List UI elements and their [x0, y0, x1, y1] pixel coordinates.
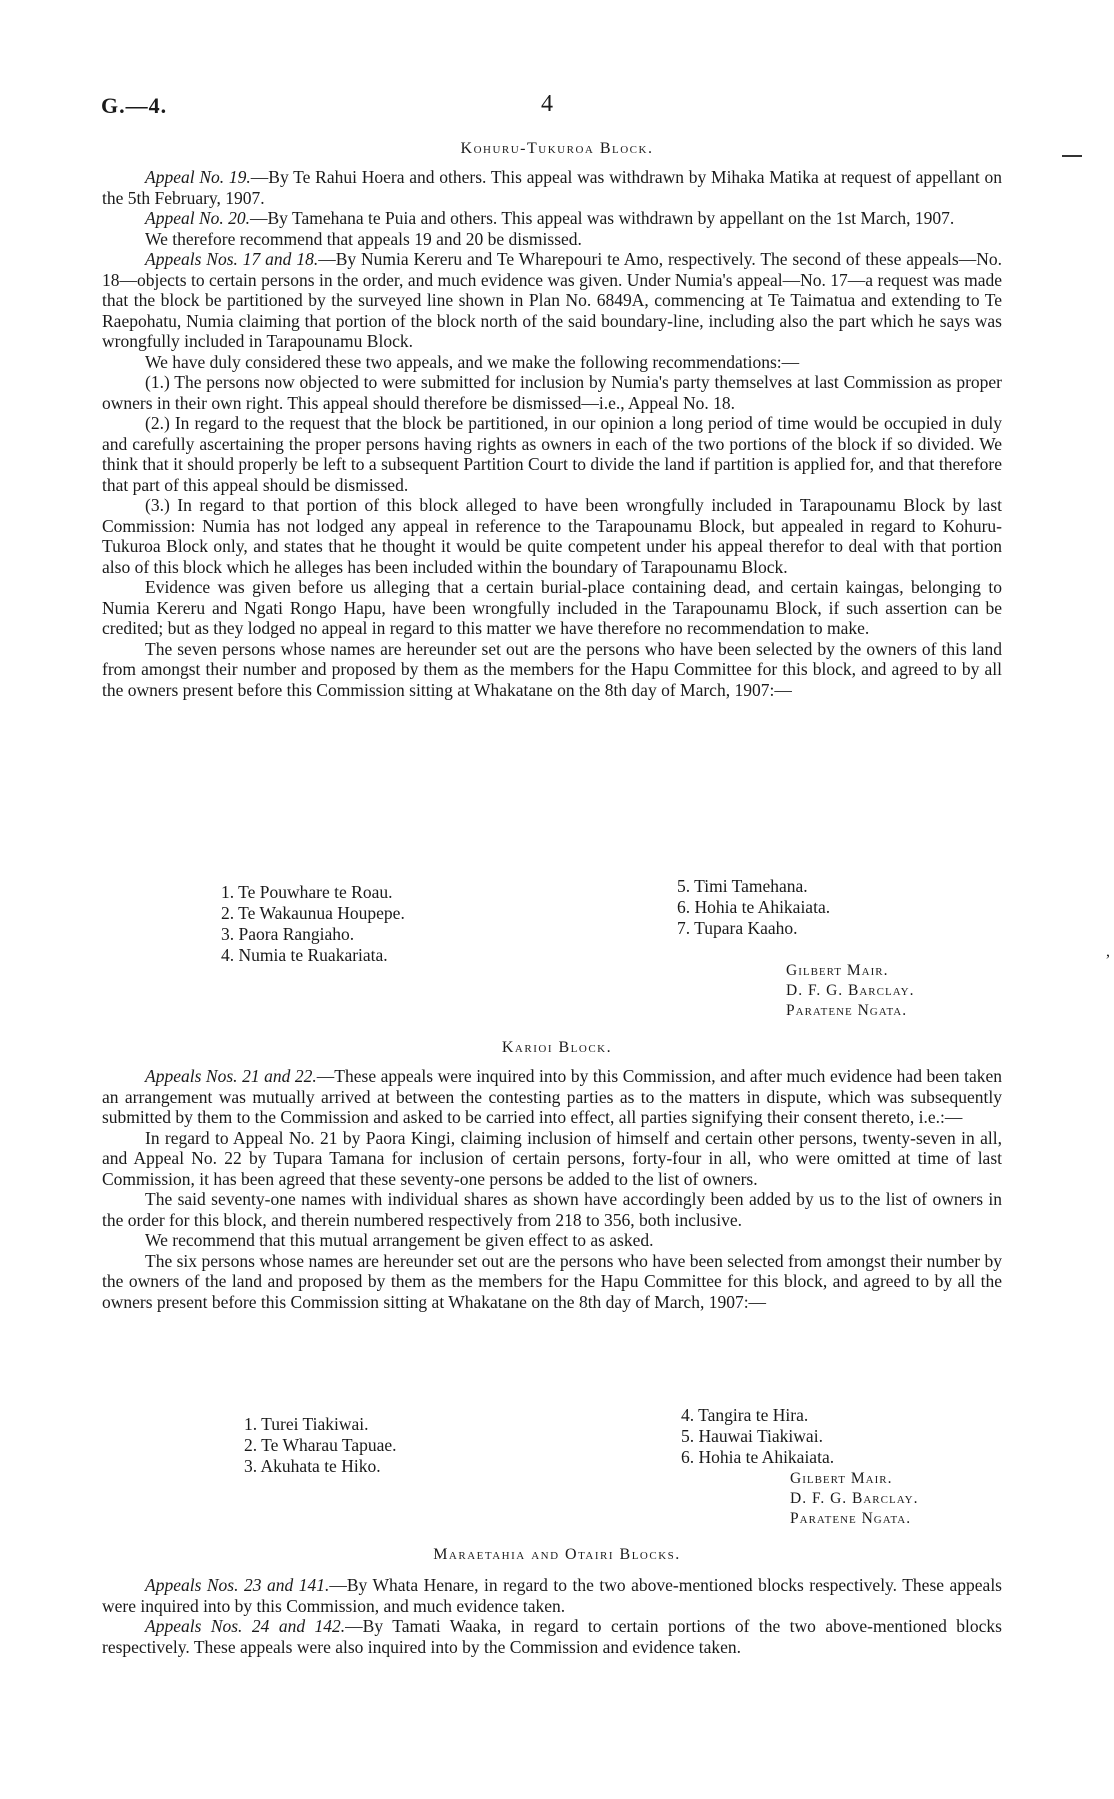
paragraph [102, 413, 1002, 495]
committee-member: 5. Hauwai Tiakiwai. [681, 1426, 823, 1446]
committee-member: 4. Numia te Ruakariata. [221, 945, 388, 965]
paragraph-text: —By Tamati Waaka, in regard to certain portions of the two above-mentioned blocks respectively. These appeals were also inquired into by the Commission and evidence taken. [102, 1616, 1002, 1657]
paragraph-text: The seven persons whose names are hereunder set out are the persons who have been selected by the owners of this land from amongst their number and proposed by them as the members for the Hapu Committee for this block, and agreed to by all the owners present before this Commission sitting at Whakatane on the 8th day of March, 1907:— [102, 638, 1002, 700]
paragraph [102, 249, 1002, 352]
signatory: Paratene Ngata. [786, 1002, 908, 1019]
committee-member: 3. Akuhata te Hiko. [244, 1456, 381, 1476]
paragraph-lead: Appeal No. 20. [145, 208, 250, 228]
committee-member: 1. Turei Tiakiwai. [244, 1414, 369, 1434]
signatory: D. F. G. Barclay. [790, 1490, 919, 1507]
paragraph-text: The six persons whose names are hereunder set out are the persons who have been selected from amongst their number by the owners of the land and proposed by them as the members for the Hapu Committee for this block, and agreed to by all the owners present before this Commission sitting at Whakatane on the 8th day of March, 1907:— [102, 1250, 1002, 1312]
paragraph-text: —By Numia Kereru and Te Wharepouri te Amo, respectively. The second of these appeals—No. 18—objects to certain persons in the order, and much evidence was given. Under Numia's appeal—No. 17—a request was made that the block be partitioned by the surveyed line shown in Plan No. 6849A, commencing at Te Taimatua and extending to Te Raepohatu, Numia claiming that portion of the block north of the said boundary-line, including also the part which he says was wrongfully included in Tarapounamu Block. [102, 249, 1002, 351]
committee-member: 1. Te Pouwhare te Roau. [221, 882, 393, 902]
signatory: Paratene Ngata. [790, 1510, 912, 1527]
paragraph [102, 1575, 1002, 1616]
committee-member: 5. Timi Tamehana. [677, 876, 808, 896]
section-body [102, 1066, 1002, 1312]
paragraph-text: —By Whata Henare, in regard to the two above-mentioned blocks respectively. These appeals were inquired into by this Commission, and much evidence taken. [102, 1575, 1002, 1616]
paragraph [102, 495, 1002, 577]
paragraph-lead: Appeals Nos. 24 and 142. [145, 1616, 346, 1636]
committee-member: 7. Tupara Kaaho. [677, 918, 798, 938]
paragraph-text: We therefore recommend that appeals 19 and 20 be dismissed. [145, 228, 582, 249]
section-body [102, 167, 1002, 700]
paragraph-lead: Appeals Nos. 17 and 18. [145, 249, 319, 269]
page-number: 4 [541, 91, 553, 117]
paragraph-text: We recommend that this mutual arrangement be given effect to as asked. [145, 1230, 654, 1250]
committee-list-left [244, 1414, 397, 1477]
paragraph-text: —These appeals were inquired into by this Commission, and after much evidence had been taken an arrangement was mutually arrived at between the contesting parties as to the matters in dispute, which was subsequently submitted by them to the Commission and asked to be carried into effect, all parties signifying their consent thereto, i.e.:— [102, 1066, 1002, 1127]
section-heading: Karioi Block. [501, 1039, 613, 1056]
paragraph-text: (3.) In regard to that portion of this block alleged to have been wrongfully included in Tarapounamu Block by last Commission: Numia has not lodged any appeal in reference to the Tarapounamu Block, but appealed in regard to Kohuru-Tukuroa Block only, and states that he thought it would be quite competent under his appeal therefor to deal with that portion also of this block which he alleges has been included within the boundary of Tarapounamu Block. [102, 495, 1002, 577]
paragraph-text: In regard to Appeal No. 21 by Paora Kingi, claiming inclusion of himself and certain other persons, twenty-seven in all, and Appeal No. 22 by Tupara Tamana for inclusion of certain persons, forty-four in all, who were omitted at time of last Commission, it has been agreed that these seventy-one persons be added to the list of owners. [102, 1127, 1002, 1189]
committee-member: 4. Tangira te Hira. [681, 1405, 809, 1425]
committee-list-right [677, 876, 830, 939]
paragraph [102, 1128, 1002, 1190]
paragraph [102, 1066, 1002, 1128]
paragraph [102, 372, 1002, 413]
paragraph-text: The said seventy-one names with individual shares as shown have accordingly been added by us to the list of owners in the order for this block, and therein numbered respectively from 218 to 356, both inclusive. [102, 1189, 1002, 1230]
section-heading: Kohuru-Tukuroa Block. [460, 140, 654, 157]
committee-list-left [221, 882, 405, 966]
signatory: D. F. G. Barclay. [786, 982, 915, 999]
signature-block [790, 1469, 918, 1529]
committee-list-right [681, 1405, 834, 1468]
paragraph-text: (2.) In regard to the request that the block be partitioned, in our opinion a long period of time would be occupied in duly and carefully ascertaining the proper persons having rights as owners in each of the two portions of the block if so divided. We think that it should properly be left to a subsequent Partition Court to divide the land if partition is applied for, and that therefore that part of this appeal should be dismissed. [102, 413, 1002, 495]
committee-member: 3. Paora Rangiaho. [221, 924, 355, 944]
signature-block [786, 961, 914, 1021]
paragraph [102, 352, 1002, 373]
margin-mark: , [1106, 943, 1110, 960]
paragraph [102, 229, 1002, 250]
committee-member: 6. Hohia te Ahikaiata. [681, 1447, 835, 1467]
paragraph-text: —By Tamehana te Puia and others. This appeal was withdrawn by appellant on the 1st March, 1907. [250, 208, 955, 228]
signatory: Gilbert Mair. [786, 962, 889, 979]
signatory: Gilbert Mair. [790, 1470, 893, 1487]
paragraph [102, 1251, 1002, 1313]
paragraph-text: We have duly considered these two appeals, and we make the following recommendations:— [145, 351, 800, 372]
committee-member: 6. Hohia te Ahikaiata. [677, 897, 831, 917]
paragraph-text: Evidence was given before us alleging that a certain burial-place containing dead, and certain kaingas, belonging to Numia Kereru and Ngati Rongo Hapu, have been wrongfully included in the Tarapounamu Block, if such assertion can be credited; but as they lodged no appeal in regard to this matter we have therefore no recommendation to make. [102, 577, 1002, 638]
paragraph [102, 639, 1002, 701]
paragraph-lead: Appeals Nos. 21 and 22. [145, 1066, 317, 1086]
section-heading: Maraetahia and Otairi Blocks. [433, 1546, 681, 1563]
paragraph-text: (1.) The persons now objected to were submitted for inclusion by Numia's party themselves at last Commission as proper owners in their own right. This appeal should therefore be dismissed—i.e., Appeal No. 18. [102, 372, 1002, 413]
section-body [102, 1575, 1002, 1657]
committee-member: 2. Te Wharau Tapuae. [244, 1435, 397, 1455]
paragraph-lead: Appeal No. 19. [145, 167, 251, 187]
document-reference: G.—4. [101, 93, 168, 118]
paragraph [102, 1616, 1002, 1657]
paragraph [102, 1189, 1002, 1230]
paragraph-lead: Appeals Nos. 23 and 141. [145, 1575, 330, 1595]
paragraph [102, 167, 1002, 208]
paragraph [102, 208, 1002, 229]
paragraph-text: —By Te Rahui Hoera and others. This appeal was withdrawn by Mihaka Matika at request of appellant on the 5th February, 1907. [102, 167, 1002, 208]
paragraph [102, 577, 1002, 639]
paragraph [102, 1230, 1002, 1251]
committee-member: 2. Te Wakaunua Houpepe. [221, 903, 405, 923]
